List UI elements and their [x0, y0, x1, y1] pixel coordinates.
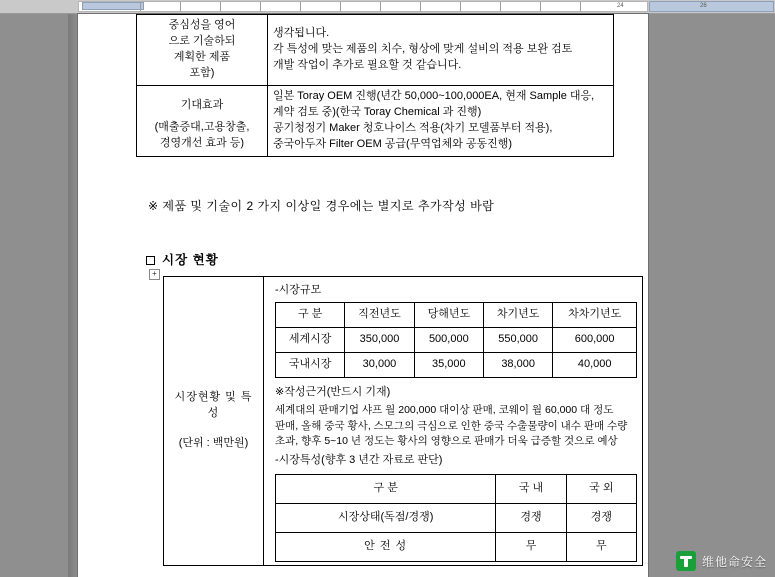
- table-row: [276, 504, 637, 533]
- watermark-label: 维他命安全: [701, 554, 767, 569]
- market-status-table: [163, 276, 643, 566]
- ruler-number: 24: [617, 3, 624, 9]
- paragraph-line: 초과, 향후 5~10 년 정도는 황사의 영향으로 판매가 더욱 급증할 것으로 예상: [275, 435, 618, 448]
- market-content-cell: [264, 277, 643, 566]
- content-line: 계약 검토 중)(한국 Toray Chemical 과 진행): [273, 105, 482, 118]
- table-row: [276, 352, 637, 377]
- ruler-tick: [140, 2, 141, 11]
- market-scale-table: [275, 302, 637, 378]
- table-cell: 40,000: [553, 352, 637, 377]
- column-header: 구 분: [276, 475, 496, 504]
- row-label-cell: [137, 85, 268, 156]
- column-header: 차기년도: [483, 302, 552, 327]
- label-line: 포함): [189, 66, 215, 79]
- content-line: 일본 Toray OEM 진행(년간 50,000~100,000EA, 현재 Sample 대응,: [273, 89, 595, 102]
- table-cell: 600,000: [553, 327, 637, 352]
- market-basis-paragraph: [269, 402, 637, 450]
- table-cell: 경쟁: [496, 504, 566, 533]
- content-line: 생각됩니다.: [273, 26, 330, 39]
- table-row: [137, 15, 614, 86]
- ruler-tick: [300, 2, 301, 11]
- table-row: [137, 85, 614, 156]
- table-cell: 38,000: [483, 352, 552, 377]
- table-row: [276, 327, 637, 352]
- label-line: 으로 기술하되: [168, 34, 236, 47]
- table-row: [276, 533, 637, 562]
- column-header: 국 외: [566, 475, 636, 504]
- table-row: [164, 277, 643, 566]
- table-cell: 30,000: [345, 352, 414, 377]
- ruler-tick: [180, 2, 181, 11]
- table-cell: 무: [496, 533, 566, 562]
- table-header-row: [276, 302, 637, 327]
- table-cell: 경쟁: [566, 504, 636, 533]
- label-line: 계획한 제품: [173, 50, 231, 63]
- shield-icon: [676, 551, 696, 571]
- table-cell: 550,000: [483, 327, 552, 352]
- table-expand-handle-icon[interactable]: +: [149, 269, 160, 280]
- ruler-tick: [540, 2, 541, 11]
- watermark: [676, 551, 767, 571]
- ruler-tick: [340, 2, 341, 11]
- side-label-line-1: 시장현황 및 특성: [174, 391, 253, 420]
- market-characteristic-table: [275, 474, 637, 562]
- row-content-cell: [268, 85, 614, 156]
- column-header: 국 내: [496, 475, 566, 504]
- market-basis-title: ※작성근거(반드시 기재): [275, 385, 391, 398]
- label-line: 기대효과: [180, 98, 224, 111]
- ruler-tick: [460, 2, 461, 11]
- paragraph-line: 판매, 올해 중국 황사, 스모그의 극심으로 인한 중국 수출물량이 내수 판매 수량: [275, 419, 628, 432]
- ruler-tick: [220, 2, 221, 11]
- document-page[interactable]: [78, 14, 648, 577]
- expected-effect-table: [136, 14, 614, 157]
- ruler-tick: [380, 2, 381, 11]
- ruler-tick: [420, 2, 421, 11]
- table-cell: 350,000: [345, 327, 414, 352]
- ruler-tick: [260, 2, 261, 11]
- table-cell: 안 전 성: [276, 533, 496, 562]
- column-header: 당해년도: [414, 302, 483, 327]
- market-side-label-cell: [164, 277, 264, 566]
- table-cell: 시장상태(독점/경쟁): [276, 504, 496, 533]
- table-cell: 세계시장: [276, 327, 345, 352]
- market-characteristic-title: -시장특성(향후 3 년간 자료로 판단): [275, 454, 443, 467]
- market-scale-title: -시장규모: [275, 284, 322, 296]
- bullet-square-icon: [146, 256, 155, 265]
- ruler-tick: [580, 2, 581, 11]
- content-line: 중국아두자 Filter OEM 공급(무역업체와 공동진행): [273, 137, 513, 150]
- table-cell: 무: [566, 533, 636, 562]
- page-shadow: [68, 14, 78, 577]
- table-header-row: [276, 475, 637, 504]
- table-cell: 35,000: [414, 352, 483, 377]
- table-cell: 500,000: [414, 327, 483, 352]
- row-label-cell: [137, 15, 268, 86]
- content-line: 개발 작업이 추가로 필요할 것 같습니다.: [273, 58, 462, 71]
- side-label-line-2: (단위 : 백만원): [178, 437, 249, 449]
- content-line: 공기청정기 Maker 청호나이스 적용(차기 모델품부터 적용),: [273, 121, 553, 134]
- ruler-indent-markers[interactable]: [82, 2, 144, 10]
- ruler-tick: [500, 2, 501, 11]
- ruler-right-margin[interactable]: [649, 1, 774, 12]
- column-header: 직전년도: [345, 302, 414, 327]
- label-line: (매출증대,고용창출,: [154, 120, 250, 133]
- document-ruler[interactable]: [0, 0, 775, 14]
- note-text: ※ 제품 및 기술이 2 가지 이상일 경우에는 별지로 추가작성 바람: [148, 199, 495, 213]
- label-line: 경영개선 효과 등): [159, 136, 245, 149]
- column-header: 구 분: [276, 302, 345, 327]
- page-title: [146, 250, 219, 268]
- label-line: 중심성을 영어: [168, 19, 236, 31]
- content-line: 각 특성에 맞는 제품의 치수, 형상에 맞게 설비의 적용 보완 검토: [273, 42, 573, 55]
- paragraph-line: 세계대의 판매기업 샤프 월 200,000 대이상 판매, 코웨이 월 60,000 대 정도: [275, 403, 614, 416]
- column-header: 차차기년도: [553, 302, 637, 327]
- section-heading-label: 시장 현황: [162, 253, 219, 267]
- table-cell: 국내시장: [276, 352, 345, 377]
- ruler-number: 26: [700, 3, 707, 9]
- ruler-track[interactable]: [78, 1, 648, 12]
- market-outer-table: [163, 276, 643, 566]
- row-content-cell: [268, 15, 614, 86]
